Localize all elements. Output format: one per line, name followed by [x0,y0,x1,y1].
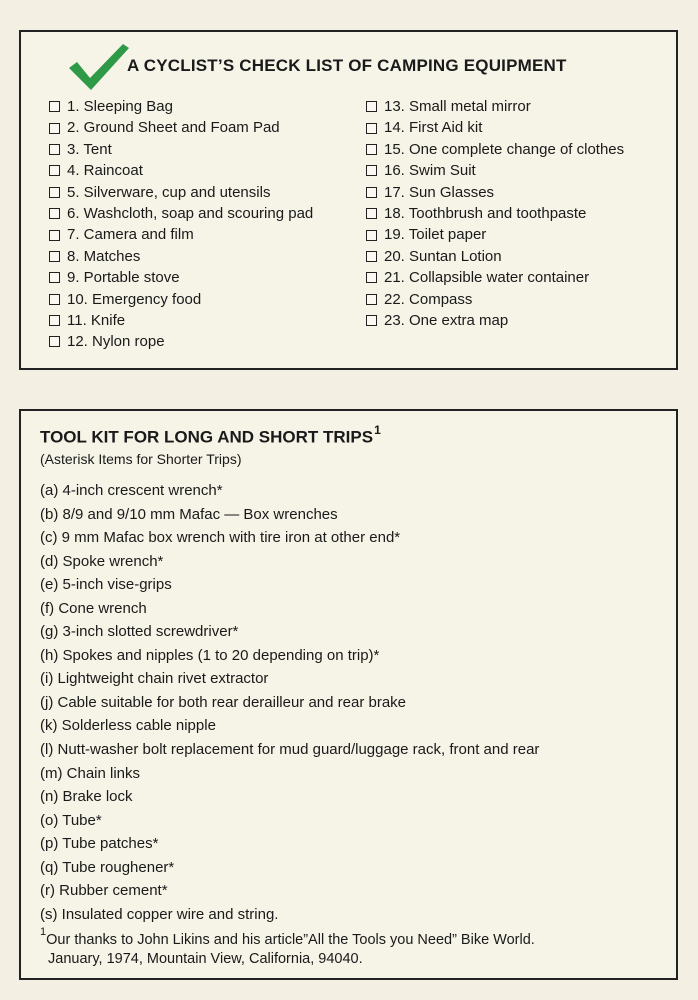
footnote-line-2: January, 1974, Mountain View, California, 94040. [48,950,363,967]
title-footnote-mark: 1 [374,423,381,437]
tool-item: (n) Brake lock [40,788,133,806]
empty-checkbox-icon[interactable] [49,315,60,326]
checklist-item-label: 5. Silverware, cup and utensils [67,183,271,201]
empty-checkbox-icon[interactable] [49,144,60,155]
checklist-item[interactable] [49,160,313,181]
checklist-item[interactable] [366,117,624,138]
checklist-item-label: 13. Small metal mirror [384,98,531,115]
camping-checklist-panel [19,30,678,370]
checklist-item[interactable] [366,310,624,331]
checklist-item[interactable] [49,246,313,267]
checklist-item-label: 16. Swim Suit [384,162,476,180]
checklist-item-label: 19. Toilet paper [384,226,487,244]
checklist-item-label: 2. Ground Sheet and Foam Pad [67,119,280,137]
checklist-item[interactable] [366,224,624,245]
checklist-item-label: 9. Portable stove [67,269,180,287]
checklist-item[interactable] [49,310,313,331]
checklist-item[interactable] [366,160,624,181]
checklist-item-label: 10. Emergency food [67,290,202,308]
checklist-item[interactable] [366,203,624,224]
checklist-item-label: 17. Sun Glasses [384,183,495,201]
checklist-item[interactable] [366,267,624,288]
empty-checkbox-icon[interactable] [366,165,377,176]
checklist-item[interactable] [366,289,624,310]
tool-item: (b) 8/9 and 9/10 mm Mafac — Box wrenches [40,505,338,523]
tool-list [40,479,539,926]
empty-checkbox-icon[interactable] [366,123,377,134]
empty-checkbox-icon[interactable] [366,251,377,262]
checklist-item[interactable] [366,96,624,117]
checklist-item[interactable] [366,246,624,267]
tool-item: (c) 9 mm Mafac box wrench with tire iron at other end* [40,529,401,547]
empty-checkbox-icon[interactable] [49,165,60,176]
empty-checkbox-icon[interactable] [366,187,377,198]
checklist-item[interactable] [49,96,313,117]
checklist-item[interactable] [49,224,313,245]
checklist-item[interactable] [49,203,313,224]
checklist-item-label: 8. Matches [67,247,141,265]
empty-checkbox-icon[interactable] [49,123,60,134]
empty-checkbox-icon[interactable] [49,272,60,283]
tool-item: (q) Tube roughener* [40,858,175,876]
empty-checkbox-icon[interactable] [49,294,60,305]
empty-checkbox-icon[interactable] [49,336,60,347]
tool-item: (d) Spoke wrench* [40,552,164,570]
checklist-item[interactable] [49,267,313,288]
empty-checkbox-icon[interactable] [49,187,60,198]
empty-checkbox-icon[interactable] [366,272,377,283]
checklist-item[interactable] [49,117,313,138]
green-checkmark-icon [67,42,131,92]
empty-checkbox-icon[interactable] [49,251,60,262]
empty-checkbox-icon[interactable] [366,315,377,326]
tool-kit-title [40,425,381,448]
checklist-item-label: 1. Sleeping Bag [67,98,173,115]
checklist-title: A CYCLIST’S CHECK LIST OF CAMPING EQUIPMENT [127,56,567,75]
checklist-item-label: 21. Collapsible water container [384,269,590,287]
checklist-item-label: 4. Raincoat [67,162,143,180]
checklist-item-label: 3. Tent [67,140,112,158]
empty-checkbox-icon[interactable] [366,230,377,241]
tool-item: (f) Cone wrench [40,599,147,617]
footnote-mark: 1 [40,926,47,938]
checklist-item[interactable] [49,289,313,310]
tool-item: (a) 4-inch crescent wrench* [40,482,223,499]
tool-kit-subtitle: (Asterisk Items for Shorter Trips) [40,451,242,467]
footnote-line-1 [40,926,535,950]
checklist-item-label: 20. Suntan Lotion [384,247,502,265]
tool-kit-title-text: TOOL KIT FOR LONG AND SHORT TRIPS [40,427,374,447]
tool-item: (e) 5-inch vise-grips [40,576,172,594]
empty-checkbox-icon[interactable] [366,294,377,305]
checklist-item-label: 7. Camera and film [67,226,194,244]
tool-item: (o) Tube* [40,811,102,829]
footnote [40,926,535,969]
checklist-item[interactable] [366,139,624,160]
checklist-item-label: 22. Compass [384,290,473,308]
tool-item: (j) Cable suitable for both rear derailleur and rear brake [40,693,407,711]
checklist-left-column [49,96,313,353]
tool-item: (k) Solderless cable nipple [40,717,216,735]
checklist-item-label: 11. Knife [67,311,126,329]
empty-checkbox-icon[interactable] [366,101,377,112]
empty-checkbox-icon[interactable] [49,230,60,241]
checklist-right-column [366,96,624,331]
checklist-item[interactable] [366,182,624,203]
checklist-item-label: 23. One extra map [384,311,509,329]
tool-item: (h) Spokes and nipples (1 to 20 depending on trip)* [40,646,380,664]
checklist-item[interactable] [49,182,313,203]
tool-item: (l) Nutt-washer bolt replacement for mud guard/luggage rack, front and rear [40,741,540,759]
footnote-text-1: Our thanks to John Likins and his article”All the Tools you Need” Bike World. [46,931,535,948]
checklist-item-label: 6. Washcloth, soap and scouring pad [67,204,314,222]
empty-checkbox-icon[interactable] [366,144,377,155]
tool-item: (r) Rubber cement* [40,882,168,900]
checklist-item-label: 18. Toothbrush and toothpaste [384,204,587,222]
tool-kit-panel [19,409,678,980]
checklist-item[interactable] [49,139,313,160]
checklist-item-label: 12. Nylon rope [67,333,165,351]
tool-item: (s) Insulated copper wire and string. [40,905,279,923]
empty-checkbox-icon[interactable] [366,208,377,219]
checklist-item[interactable] [49,331,313,352]
tool-item: (m) Chain links [40,764,141,782]
checklist-item-label: 14. First Aid kit [384,119,483,137]
empty-checkbox-icon[interactable] [49,208,60,219]
tool-item: (p) Tube patches* [40,835,159,853]
empty-checkbox-icon[interactable] [49,101,60,112]
tool-item: (g) 3-inch slotted screwdriver* [40,623,239,641]
checklist-item-label: 15. One complete change of clothes [384,140,625,158]
tool-item: (i) Lightweight chain rivet extractor [40,670,269,688]
